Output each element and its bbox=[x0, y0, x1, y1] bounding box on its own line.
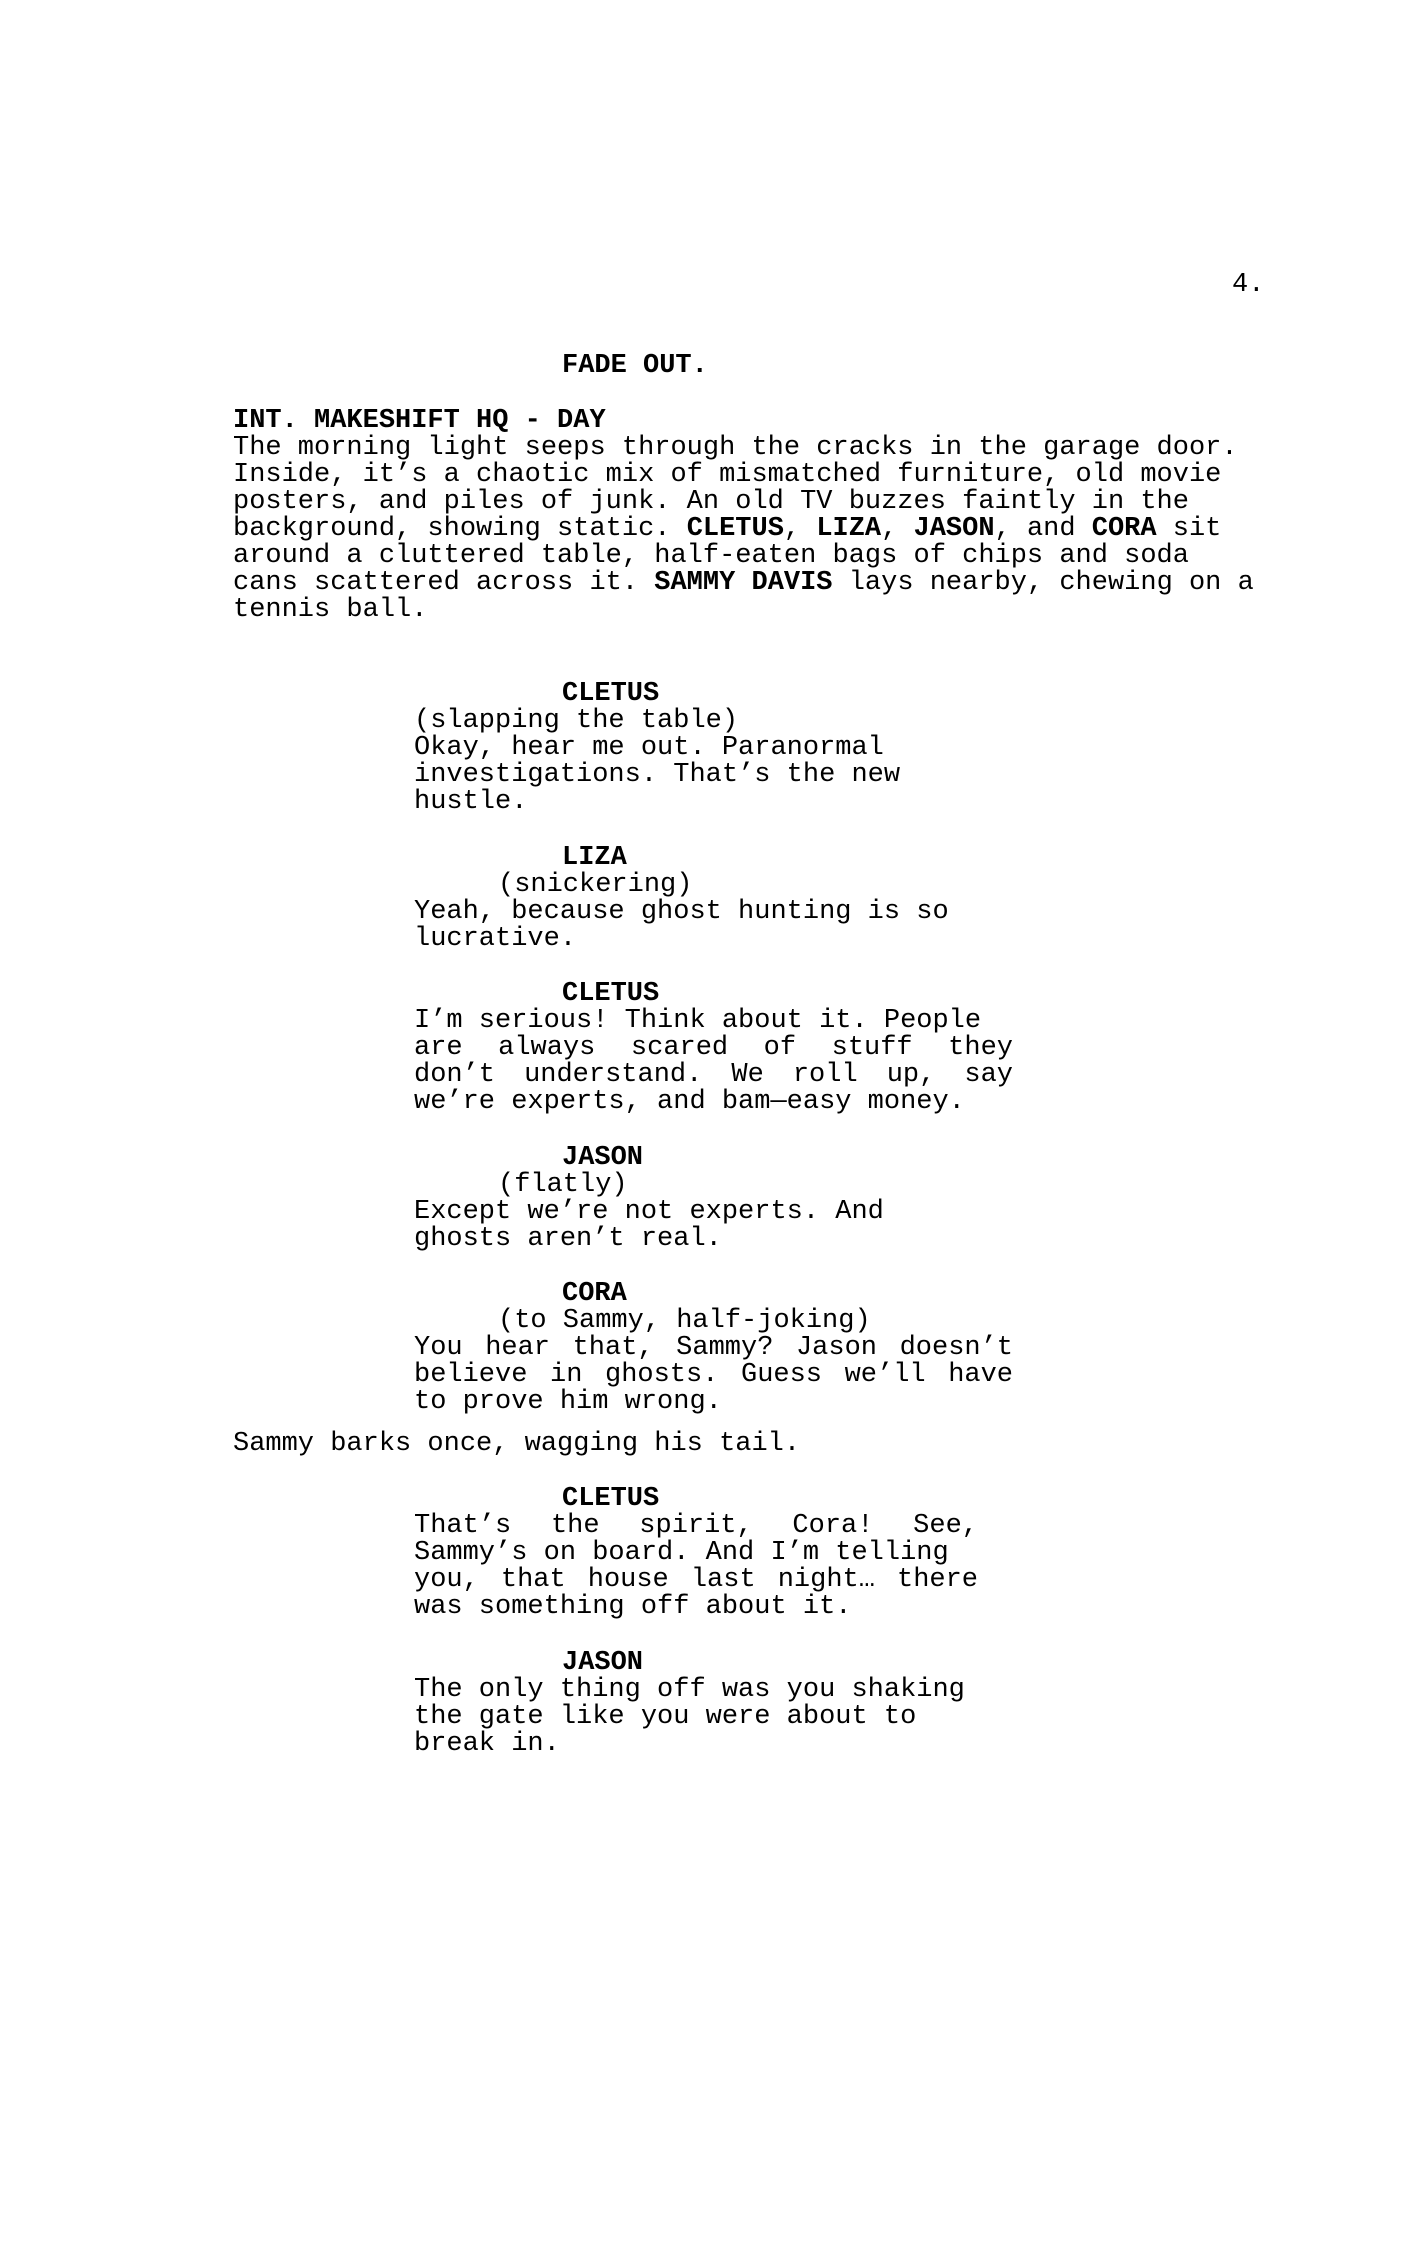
parenthetical: (slapping the table) bbox=[414, 706, 739, 736]
page-number: 4. bbox=[1232, 270, 1265, 300]
dialogue-line: ghosts aren’t real. bbox=[414, 1224, 722, 1254]
character-name: CLETUS bbox=[686, 514, 784, 544]
dialogue-block bbox=[414, 708, 1013, 816]
dialogue-block bbox=[414, 1513, 978, 1621]
dialogue-line: to prove him wrong. bbox=[414, 1387, 722, 1417]
scene-heading: INT. MAKESHIFT HQ - DAY bbox=[233, 406, 606, 436]
action-paragraph bbox=[233, 435, 1254, 624]
character-name: JASON bbox=[913, 514, 995, 544]
action-line: posters, and piles of junk. An old TV buzzes faintly in the bbox=[233, 487, 1189, 517]
dialogue-block bbox=[414, 1677, 1013, 1758]
dialogue-line: I’m serious! Think about it. People bbox=[414, 1006, 982, 1036]
dialogue-block bbox=[414, 1335, 1013, 1416]
dialogue-block bbox=[414, 1008, 1013, 1116]
action-line: Inside, it’s a chaotic mix of mismatched furniture, old movie bbox=[233, 460, 1222, 490]
dialogue-line: investigations. That’s the new bbox=[414, 760, 901, 790]
dialogue-line: hustle. bbox=[414, 787, 528, 817]
parenthetical: (flatly) bbox=[498, 1170, 628, 1200]
dialogue-line: are always scared of stuff they bbox=[414, 1033, 1013, 1063]
dialogue-line: That’s the spirit, Cora! See, bbox=[414, 1511, 978, 1541]
action-line: cans scattered across it. SAMMY DAVIS lays nearby, chewing on a bbox=[233, 568, 1254, 598]
action-line: background, showing static. CLETUS, LIZA, JASON, and CORA sit bbox=[233, 514, 1222, 544]
dialogue-block bbox=[414, 1199, 1013, 1253]
character-name: SAMMY DAVIS bbox=[654, 568, 833, 598]
dialogue-line: don’t understand. We roll up, say bbox=[414, 1060, 1013, 1090]
action-line: The morning light seeps through the cracks in the garage door. bbox=[233, 433, 1238, 463]
dialogue-line: lucrative. bbox=[414, 924, 577, 954]
character-cue: LIZA bbox=[562, 843, 627, 873]
character-cue: CLETUS bbox=[562, 1484, 660, 1514]
dialogue-block bbox=[414, 899, 1013, 953]
parenthetical: (to Sammy, half-joking) bbox=[498, 1306, 871, 1336]
character-cue: CORA bbox=[562, 1279, 627, 1309]
character-cue: CLETUS bbox=[562, 979, 660, 1009]
character-cue: JASON bbox=[562, 1648, 644, 1678]
dialogue-line: Except we’re not experts. And bbox=[414, 1197, 884, 1227]
dialogue-line: Okay, hear me out. Paranormal bbox=[414, 733, 884, 763]
action-paragraph: Sammy barks once, wagging his tail. bbox=[233, 1429, 801, 1459]
transition: FADE OUT. bbox=[562, 351, 708, 381]
dialogue-line: was something off about it. bbox=[414, 1592, 852, 1622]
character-cue: CLETUS bbox=[562, 679, 660, 709]
dialogue-line: you, that house last night… there bbox=[414, 1565, 978, 1595]
action-line: tennis ball. bbox=[233, 595, 428, 625]
action-line: around a cluttered table, half-eaten bags of chips and soda bbox=[233, 541, 1189, 571]
dialogue-line: Sammy’s on board. And I’m telling bbox=[414, 1538, 949, 1568]
dialogue-line: we’re experts, and bam—easy money. bbox=[414, 1087, 965, 1117]
character-cue: JASON bbox=[562, 1143, 644, 1173]
dialogue-line: the gate like you were about to bbox=[414, 1702, 917, 1732]
dialogue-line: Yeah, because ghost hunting is so bbox=[414, 897, 949, 927]
character-name: CORA bbox=[1091, 514, 1157, 544]
dialogue-line: break in. bbox=[414, 1729, 560, 1759]
dialogue-line: The only thing off was you shaking bbox=[414, 1675, 965, 1705]
dialogue-line: believe in ghosts. Guess we’ll have bbox=[414, 1360, 1013, 1390]
dialogue-line: You hear that, Sammy? Jason doesn’t bbox=[414, 1333, 1013, 1363]
parenthetical: (snickering) bbox=[498, 870, 693, 900]
character-name: LIZA bbox=[816, 514, 882, 544]
